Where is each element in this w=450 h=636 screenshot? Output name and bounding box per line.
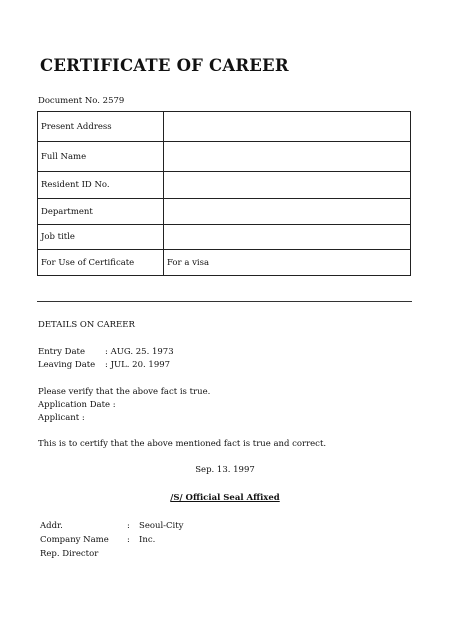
table-row <box>38 172 411 199</box>
department-value[interactable] <box>164 199 411 225</box>
certify-statement: This is to certify that the above mentioned fact is true and correct. <box>38 439 327 449</box>
present-address-value[interactable] <box>164 112 411 142</box>
leaving-date-label: Leaving Date <box>38 360 96 370</box>
resident-id-value[interactable] <box>164 172 411 199</box>
divider <box>37 301 412 302</box>
footer-addr-sep: : <box>127 521 130 531</box>
table-row <box>38 142 411 172</box>
department-label: Department <box>38 199 164 225</box>
table-row <box>38 250 411 276</box>
document-title: CERTIFICATE OF CAREER <box>40 56 289 75</box>
table-row <box>38 225 411 250</box>
document-number: Document No. 2579 <box>38 96 125 106</box>
footer-company-label: Company Name <box>40 535 109 545</box>
info-table <box>37 111 411 276</box>
certificate-use-value[interactable]: For a visa <box>164 250 411 276</box>
certificate-use-label: For Use of Certificate <box>38 250 164 276</box>
entry-date-value: : AUG. 25. 1973 <box>105 347 174 357</box>
resident-id-label: Resident ID No. <box>38 172 164 199</box>
present-address-label: Present Address <box>38 112 164 142</box>
verify-statement: Please verify that the above fact is true. <box>38 387 211 397</box>
entry-date-label: Entry Date <box>38 347 85 357</box>
leaving-date-value: : JUL. 20. 1997 <box>105 360 171 370</box>
table-row <box>38 199 411 225</box>
footer-addr-value: Seoul-City <box>139 521 184 531</box>
application-date-field: Application Date : <box>38 400 116 410</box>
full-name-value[interactable] <box>164 142 411 172</box>
footer-addr-label: Addr. <box>40 521 63 531</box>
table-row <box>38 112 411 142</box>
footer-company-value: Inc. <box>139 535 156 545</box>
official-seal-text: /S/ Official Seal Affixed <box>170 493 280 503</box>
details-heading: DETAILS ON CAREER <box>38 320 135 330</box>
footer-rep-label: Rep. Director <box>40 549 99 559</box>
job-title-label: Job title <box>38 225 164 250</box>
applicant-field: Applicant : <box>38 413 85 423</box>
job-title-value[interactable] <box>164 225 411 250</box>
footer-company-sep: : <box>127 535 130 545</box>
full-name-label: Full Name <box>38 142 164 172</box>
issue-date: Sep. 13. 1997 <box>195 465 255 475</box>
